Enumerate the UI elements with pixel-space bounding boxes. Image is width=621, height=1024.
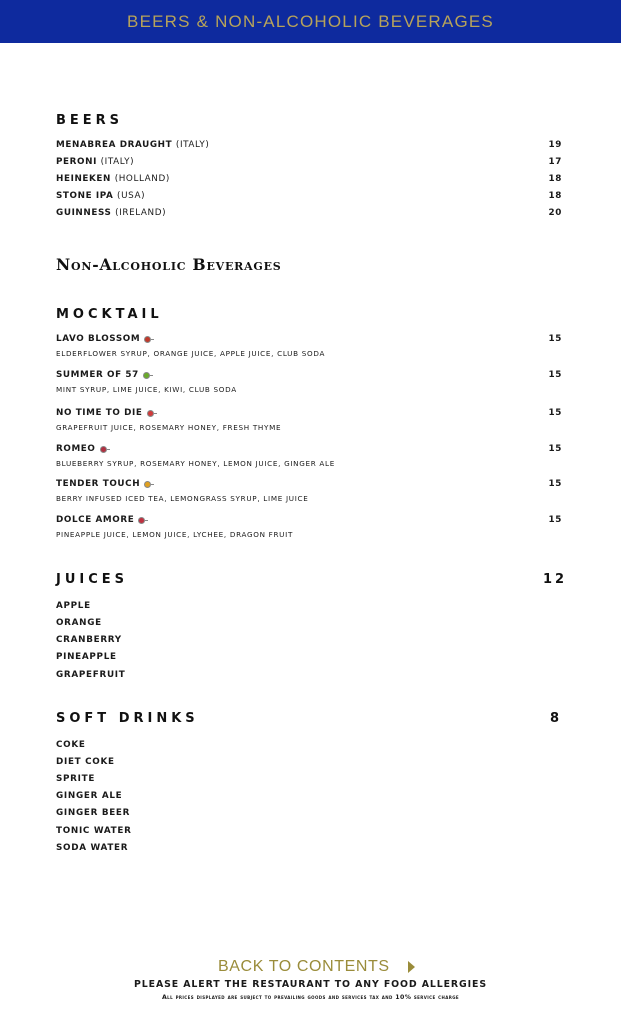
soft-drink-item: GINGER ALE (56, 791, 123, 801)
soft-drink-item: GINGER BEER (56, 808, 131, 818)
dot-tail-icon (145, 520, 148, 521)
mocktail-name: LAVO BLOSSOM (56, 334, 141, 344)
beer-name: HEINEKEN (56, 174, 112, 184)
red-dot-icon (144, 336, 151, 343)
mocktail-price: 15 (548, 479, 562, 489)
beer-origin: (HOLLAND) (114, 174, 170, 184)
red-dot-icon (147, 410, 154, 417)
beer-price: 18 (548, 191, 562, 201)
dot-tail-icon (151, 339, 154, 340)
orange-dot-icon (144, 481, 151, 488)
mocktail-price: 15 (548, 334, 562, 344)
red-dot-icon (138, 517, 145, 524)
beer-row (56, 157, 562, 171)
allergy-notice: PLEASE ALERT THE RESTAURANT TO ANY FOOD ALLERGIES (134, 979, 487, 990)
dot-tail-icon (151, 484, 154, 485)
soft-drinks-heading: SOFT DRINKS (56, 711, 199, 726)
soft-drink-item: SPRITE (56, 774, 96, 784)
red-dot-icon (100, 446, 107, 453)
mocktail-name: NO TIME TO DIE (56, 408, 143, 418)
mocktail-description: MINT SYRUP, LIME JUICE, KIWI, CLUB SODA (56, 385, 237, 394)
back-to-contents-link[interactable] (218, 958, 415, 976)
mocktail-name: SUMMER OF 57 (56, 370, 139, 380)
soft-drinks-price: 8 (550, 711, 563, 726)
beer-row (56, 174, 562, 188)
dot-tail-icon (154, 413, 157, 414)
juice-item: GRAPEFRUIT (56, 670, 126, 680)
beer-row (56, 140, 562, 154)
beer-origin: (IRELAND) (115, 208, 167, 218)
play-arrow-icon[interactable] (408, 961, 415, 973)
beer-name: GUINNESS (56, 208, 112, 218)
mocktail-heading: MOCKTAIL (56, 307, 163, 322)
mocktail-name: TENDER TOUCH (56, 479, 141, 489)
dot-tail-icon (150, 375, 153, 376)
beers-heading: BEERS (56, 113, 124, 128)
soft-drink-item: SODA WATER (56, 843, 129, 853)
mocktail-name: DOLCE AMORE (56, 515, 135, 525)
mocktail-description: GRAPEFRUIT JUICE, ROSEMARY HONEY, FRESH THYME (56, 423, 282, 432)
mocktail-price: 15 (548, 444, 562, 454)
beer-price: 20 (548, 208, 562, 218)
beer-price: 18 (548, 174, 562, 184)
soft-drink-item: TONIC WATER (56, 826, 132, 836)
soft-drink-item: DIET COKE (56, 757, 115, 767)
beer-name: STONE IPA (56, 191, 114, 201)
mocktail-item (56, 408, 562, 438)
beer-price: 19 (548, 140, 562, 150)
juice-item: ORANGE (56, 618, 102, 628)
juices-price: 12 (543, 572, 568, 587)
mocktail-item (56, 515, 562, 545)
dot-tail-icon (107, 449, 110, 450)
juice-item: PINEAPPLE (56, 652, 117, 662)
juices-heading: JUICES (56, 572, 129, 587)
beer-name: MENABREA DRAUGHT (56, 140, 173, 150)
mocktail-description: BLUEBERRY SYRUP, ROSEMARY HONEY, LEMON JUICE, GINGER ALE (56, 459, 335, 468)
beer-row (56, 191, 562, 205)
green-dot-icon (143, 372, 150, 379)
mocktail-price: 15 (548, 515, 562, 525)
price-disclaimer: All prices displayed are subject to prevailing goods and services tax and 10% service charge (161, 994, 460, 1001)
mocktail-description: PINEAPPLE JUICE, LEMON JUICE, LYCHEE, DRAGON FRUIT (56, 530, 294, 539)
mocktail-description: ELDERFLOWER SYRUP, ORANGE JUICE, APPLE JUICE, CLUB SODA (56, 349, 326, 358)
page-header (0, 0, 621, 43)
back-to-contents-label[interactable]: BACK TO CONTENTS (218, 958, 390, 975)
beer-origin: (ITALY) (175, 140, 210, 150)
mocktail-item (56, 479, 562, 509)
mocktail-name: ROMEO (56, 444, 96, 454)
juice-item: APPLE (56, 601, 91, 611)
juice-item: CRANBERRY (56, 635, 122, 645)
mocktail-item (56, 370, 562, 400)
beer-row (56, 208, 562, 222)
mocktail-description: BERRY INFUSED ICED TEA, LEMONGRASS SYRUP, LIME JUICE (56, 494, 309, 503)
beer-origin: (ITALY) (100, 157, 135, 167)
beer-price: 17 (548, 157, 562, 167)
mocktail-item (56, 444, 562, 474)
page-title: BEERS & NON-ALCOHOLIC BEVERAGES (127, 11, 494, 31)
mocktail-item (56, 334, 562, 364)
beer-name: PERONI (56, 157, 97, 167)
non-alcoholic-heading: Non-Alcoholic Beverages (56, 255, 282, 274)
soft-drink-item: COKE (56, 740, 86, 750)
mocktail-price: 15 (548, 370, 562, 380)
mocktail-price: 15 (548, 408, 562, 418)
beer-origin: (USA) (117, 191, 146, 201)
